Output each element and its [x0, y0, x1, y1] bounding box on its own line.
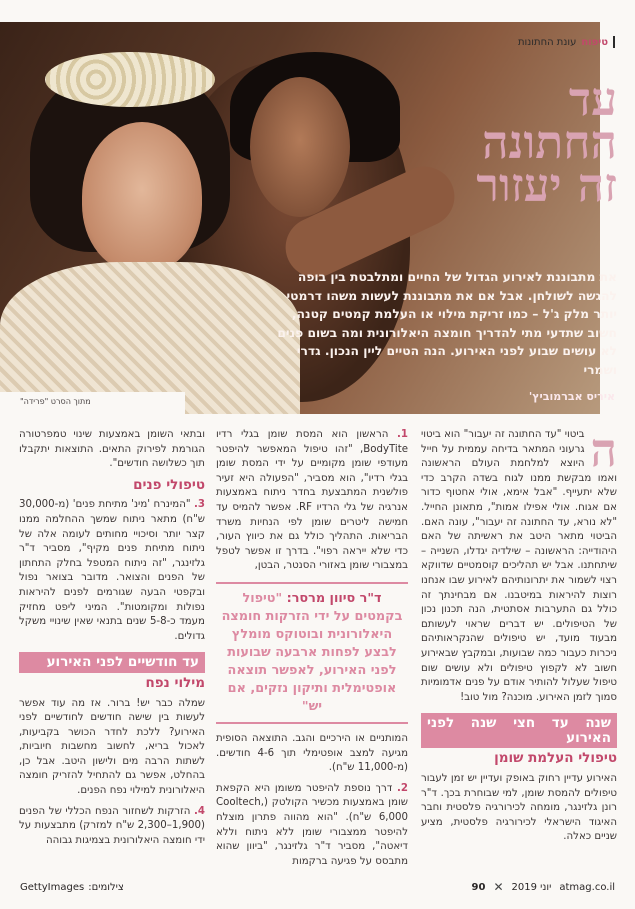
site-url: atmag.co.il	[559, 881, 615, 893]
title-line-2: החתונה	[482, 115, 617, 169]
item-number: 4.	[194, 805, 205, 817]
timeline-band-two-months: עד חודשיים לפני האירוע	[19, 652, 205, 673]
subhead-volume: מילוי נפח	[145, 674, 205, 691]
paragraph-text: דרך נוספת להיפטר משומן היא הקפאת שומן באמצעות מכשיר הקולטק (Cooltech, 6,000 ש"ח). "הוא מהווה פתרון מוצלח להיפטר ממצבורי שומן ללא ניתוח וללא דיאטה", מסביר ד"ר גלזינגר, "ביוון שהוא מתבסס על פגיעה ברקמות	[216, 782, 408, 867]
credit-agency: GettyImages	[20, 881, 85, 893]
title-line-1: עד	[568, 72, 617, 126]
paragraph-cooltech	[216, 782, 408, 870]
drop-cap: ה	[590, 423, 617, 477]
paragraph-results: המותניים או הירכיים והגב. התוצאה הסופית מגיעה למצב אופטימלי תוך 4-6 חודשים. (מ-11,000 ש"ח).	[216, 732, 408, 774]
bride-face	[82, 122, 202, 272]
column-left	[19, 428, 205, 854]
paragraph-fillers	[19, 805, 205, 849]
intro-text: ביטוי "עד החתונה זה יעבור" הוא ביטוי גרעוני המתאר בדיחה עממית על חייל היוצא למלחמת העולם הראשונה ואמו מבקשת ממנו לגוח בשדה הקרב כדי שלא יתעייף. "אבל אימא, אולי אחטוף כדור אם אגוח. אולי אפילו אמות", מתאונן החייל. "לא נורא, עד החתונה זה יעבור", עונה האם. הביטוי מתאר היטב את ראשיתה של האם היהודייה: הראשונה – שילדיה יגדלו, השנייה – שיתחתנו. אבל יש תהליכים קוסמטיים שדווקא רצוי לשמור את יתרונותיהם לאירוע שבו אנחנו רוצות להיראות במיטבנו. אם מבחינתך זה כולל גם התערבות אסתטית, הנה תכנון נכון של הטיפולים. יש דברים שראוי לעשותם מבעוד מועד, יש טיפולים שהנקראותיהם ניכרות כעבור כמה שבועות, ובמקבץ שבאירוע חשוב לא לקפוץ טיפולים ולא עושים שום טיפול שעלול להותיר אודם על פנים אדמומיות סמוך לזמן האירוע. מוכנה? מול טוב!	[421, 429, 617, 703]
item-number: 2.	[397, 782, 408, 794]
item-number: 3.	[194, 499, 205, 511]
lead-text: את מתבוננת לאירוע הגדול של החיים ומתלבטת בין בופה להגשה לשולחן. אבל אם את מתבוננת לעשות משהו דרמטי יותר מלק ג'ל – כמו זריקת מילוי או העלמת קמטים קטנה, חשוב שתדעי מתי להדריך חומצה היאלורונית ומה בשום פנים לא עושים שבוע לפני האירוע. הנה הטיים ליין הנכון.	[277, 270, 617, 358]
article-lead	[272, 268, 617, 379]
photo-credit: מתוך הסרט "פרידה"	[20, 397, 91, 406]
pull-quote	[216, 582, 408, 724]
subhead-face: טיפולי פנים	[133, 476, 205, 493]
footer-credit	[20, 882, 124, 893]
title-line-3: זה יעזור	[476, 158, 617, 212]
paragraph-volume: שמלה כבר יש! ברור. אז מה עוד אפשר לעשות בין שישה חודשים לחודשיים לפני האירוע? ללכת לחדר הכושר בקביעות, לאכול בריא, לחשוב מחשבות חיוביות, לשתות הרבה מים ולישון היטב. אבל כן, בהחלט, אפשר גם להתחיל להזריק חומצה היאלורונית למילוי נפח הפנים.	[19, 697, 205, 797]
flower-crown	[45, 52, 215, 107]
section-header	[355, 34, 615, 50]
magazine-logo-icon: ✕	[493, 880, 504, 894]
header-bar	[613, 36, 615, 48]
item-number: 1.	[397, 429, 408, 440]
paragraph-bodytite	[216, 428, 408, 574]
article-title	[427, 72, 617, 212]
paragraph-text: הראשון הוא המסת שומן בגלי רדיו BodyTite, "זהו טיפול המאפשר להיפטר מעודפי שומן מקומיים על ידי המסת שומן בגלי רדיו", הוא מסביר, "הפעולה היא זעיר פולשנית המתבצעת בחדר ניתוח באמצעות אנרגיה של גלי הרדיו RF. אפשר להמיס עד חמישה ליטרים שומן לפי הנחיות משרד הבריאות. התהליך כולל גם את כיווץ העור, כדי שלא ייראה רפוי". בדרך זו אפשר לטפל במצבורי שומן באזורי הסנטר, הבטן,	[216, 429, 408, 572]
issue-date: יוני 2019	[511, 881, 552, 893]
footer-left	[472, 880, 615, 894]
page-number: 90	[471, 881, 486, 893]
paragraph-text: הזרקות לשחזור הנפח הכללי של הפנים (1,900–2,300 ש"ח למזרק) מתבצעות על ידי חומצה היאלורונית בצמיגות גבוהה	[19, 805, 205, 846]
intro-paragraph	[421, 423, 617, 705]
header-subsection: עונת החתונות	[517, 36, 577, 48]
header-section: טיפוח	[581, 36, 608, 48]
credit-label: צילומים:	[88, 881, 124, 893]
article-byline: איריס אברמוביץ'	[528, 390, 615, 403]
quote-speaker: ד"ר סיוון מרסר:	[286, 590, 382, 606]
paragraph-continued: ובתאי השומן באמצעות שינוי טמפרטורה הגורמת לפירוק התאים. התוצאות יתקבלו תוך כשלושה חודשים".	[19, 429, 205, 470]
paragraph-minilift	[19, 498, 205, 644]
timeline-band-year: שנה עד חצי שנה לפני האירוע	[421, 713, 617, 748]
subhead-fat-removal: טיפולי העלמת שומן	[494, 750, 617, 767]
column-middle	[216, 428, 408, 875]
paragraph-text: "המינרח 'מינ' מתיחת פנים' (מ-30,000 ש"ח) מתאר ניתוח שמשך ההחלמה ממנו קצר יותר וסיכויי מחותים לעומה אלה של ניתוח מתיחת פנים מקיף", מסביר ד"ר גלזינגר, "זה ניתוח המטפל בחלק התחתון של הפנים והצואר. מדובר בצואר נפול ובקפטי הבעה שגורמים לפנים להיראות נפולות ומקומטות". המיני ליפט מחזיק מעמד כ-5-8 שנים בתנאי שאין שינויי משקל גדולים.	[19, 499, 205, 642]
quote-text: "טיפול בקמטים על ידי הזרקות חומצה היאלורונית ובוטוקס מומלץ לבצע לפחות ארבעה שבועות לפני האירוע, לאפשר תוצאה אופטימלית ותיקון נזקים, אם יש"	[221, 590, 403, 714]
column-right	[421, 423, 617, 851]
stylist-face	[250, 77, 350, 217]
lead-names: גדרי ושמרי	[296, 344, 617, 377]
fat-removal-intro: האירוע עדיין רחוק באופק ועדיין יש זמן לעבור טיפולים להמסת שומן, למי שבוחרת בכך. ד"ר רונן גלזינגר, מומחה לכירורגיה פלסטית וחבר האיגוד הישראלי לכירורגיה פלסטית, מציע שניים כאלה.	[421, 773, 617, 843]
page-footer	[20, 879, 615, 895]
